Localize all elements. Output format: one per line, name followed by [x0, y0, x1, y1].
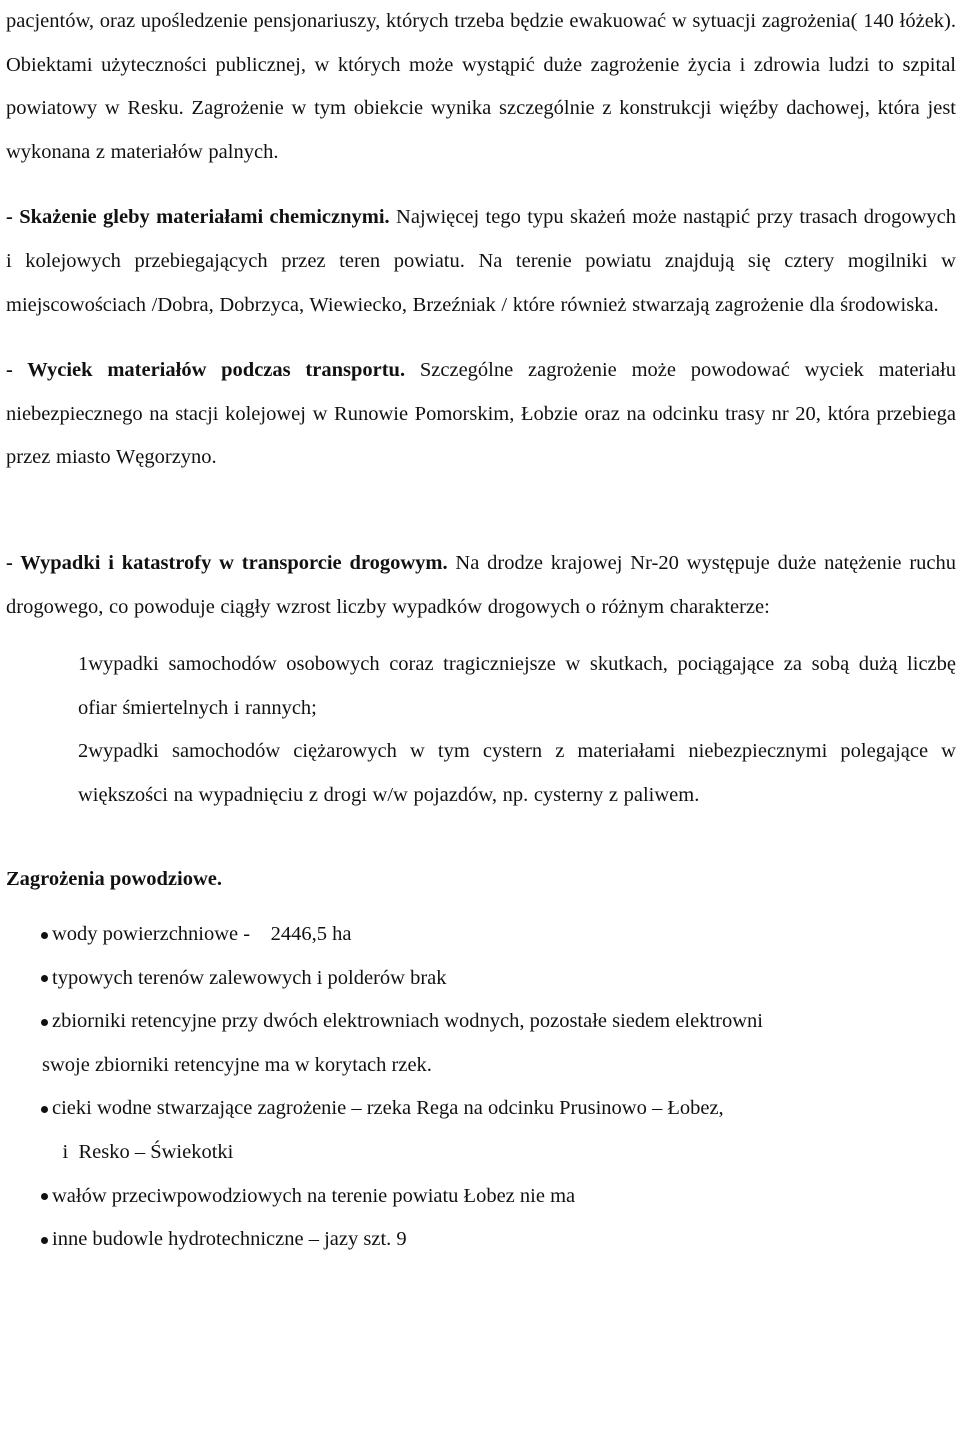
bullet-icon [38, 957, 50, 1001]
bullet-icon [38, 1000, 50, 1044]
flood-heading: Zagrożenia powodziowe. [6, 867, 223, 890]
document-page [6, 0, 956, 1262]
spacer [6, 480, 956, 542]
transport-leak-paragraph [6, 349, 956, 480]
accident-item-2: 2wypadki samochodów ciężarowych w tym cystern z materiałami niebezpiecznymi polegające w większości na wypadnięciu z drogi w/w pojazdów, np. cysterny z paliwem. [78, 740, 956, 806]
flood-bullet-list [6, 913, 956, 1262]
flood-bullet-text: cieki wodne stwarzające zagrożenie – rzeka Rega na odcinku Prusinowo – Łobez, [52, 1097, 724, 1120]
flood-bullet-item [6, 1218, 956, 1262]
road-accidents-heading: - Wypadki i katastrofy w transporcie drogowym. [6, 551, 448, 574]
soil-contamination-paragraph [6, 196, 956, 327]
flood-bullet-item [6, 957, 956, 1001]
soil-contamination-heading: - Skażenie gleby materiałami chemicznymi. [6, 206, 390, 229]
flood-bullet-item [6, 913, 956, 957]
transport-leak-body: Szczególne zagrożenie może powodować wyciek materiału niebezpiecznego na stacji kolejowej w Runowie Pomorskim, Łobzie oraz na odcinku trasy nr 20, która przebiega przez miasto Węgorzyno. [6, 359, 956, 469]
flood-bullet-text: typowych terenów zalewowych i polderów brak [52, 966, 447, 989]
road-accidents-body: Na drodze krajowej Nr-20 występuje duże natężenie ruchu drogowego, co powoduje ciągły wzrost liczby wypadków drogowych o różnym charakterze: [6, 551, 956, 618]
spacer [6, 629, 956, 643]
bullet-icon [38, 1218, 50, 1262]
flood-bullet-text: wody powierzchniowe - 2446,5 ha [52, 923, 352, 946]
spacer [6, 174, 956, 196]
bullet-icon [38, 1087, 50, 1131]
flood-bullet-item [6, 1000, 956, 1087]
spacer [6, 327, 956, 349]
flood-bullet-item [6, 1087, 956, 1174]
flood-bullet-text: inne budowle hydrotechniczne – jazy szt. 9 [52, 1228, 407, 1251]
intro-paragraph: pacjentów, oraz upośledzenie pensjonariuszy, których trzeba będzie ewakuować w sytuacji zagrożenia( 140 łóżek). Obiektami użyteczności publicznej, w których może wystąpić duże zagrożenie życia i zdrowia ludzi to szpital powiatowy w Resku. Zagrożenie w tym obiekcie wynika szczególnie z konstrukcji więźby dachowej, która jest wykonana z materiałów palnych. [6, 10, 956, 163]
flood-bullet-continuation: swoje zbiorniki retencyjne ma w korytach rzek. [42, 1053, 432, 1076]
bullet-icon [38, 1175, 50, 1219]
accident-item-1: 1wypadki samochodów osobowych coraz tragiczniejsze w skutkach, pociągające za sobą dużą liczbę ofiar śmiertelnych i rannych; [78, 653, 956, 719]
bullet-icon [38, 913, 50, 957]
flood-bullet-text: zbiorniki retencyjne przy dwóch elektrowniach wodnych, pozostałe siedem elektrowni [52, 1010, 763, 1033]
flood-bullet-text: wałów przeciwpowodziowych na terenie powiatu Łobez nie ma [52, 1184, 576, 1207]
soil-contamination-body: Najwięcej tego typu skażeń może nastąpić przy trasach drogowych i kolejowych przebiegających przez teren powiatu. Na terenie powiatu znajdują się cztery mogilniki w miejscowościach /Dobra, Dobrzyca, Wiewiecko, Brzeźniak / które również stwarzają zagrożenie dla środowiska. [6, 206, 956, 316]
flood-bullet-continuation: i Resko – Świekotki [42, 1141, 234, 1164]
transport-leak-heading: - Wyciek materiałów podczas transportu. [6, 359, 406, 382]
spacer [6, 901, 956, 913]
flood-bullet-item [6, 1175, 956, 1219]
spacer [6, 818, 956, 858]
road-accidents-paragraph [6, 542, 956, 629]
